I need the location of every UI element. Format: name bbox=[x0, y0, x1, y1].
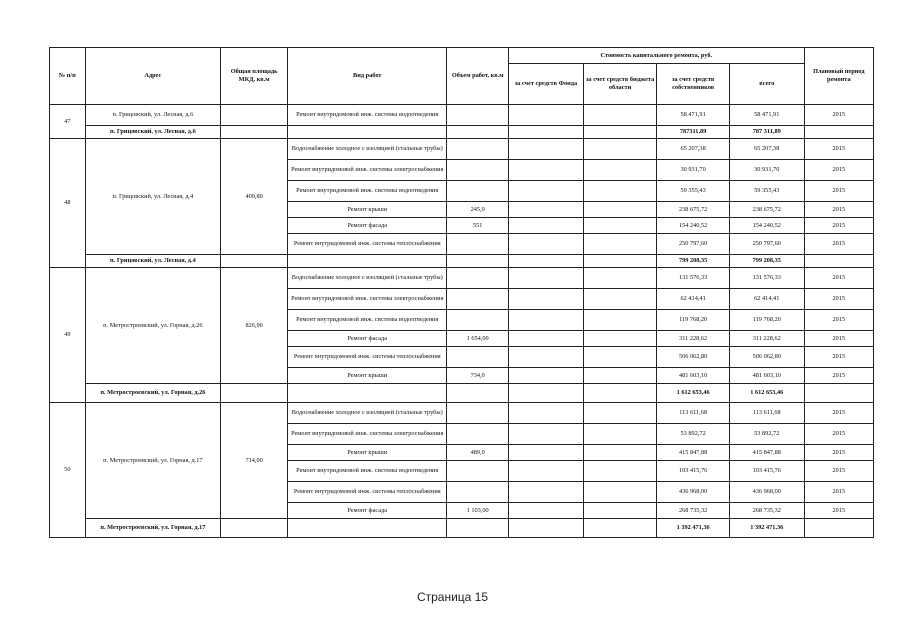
period-cell: 2015 bbox=[804, 234, 873, 255]
subtotal-empty-fund bbox=[509, 384, 584, 403]
total-cell: 62 414,41 bbox=[729, 289, 804, 310]
work-cell: Ремонт фасада bbox=[288, 503, 447, 519]
subtotal-owners: 1 612 653,46 bbox=[657, 384, 730, 403]
subtotal-row bbox=[50, 126, 874, 139]
volume-cell bbox=[447, 482, 509, 503]
work-cell: Ремонт внутридомовой инж. системы водоотведения bbox=[288, 461, 447, 482]
fund-cell bbox=[509, 289, 584, 310]
total-cell: 59 355,43 bbox=[729, 181, 804, 202]
work-cell: Водоснабжение холодное с изоляцией (стальные трубы) bbox=[288, 268, 447, 289]
total-cell: 113 611,68 bbox=[729, 403, 804, 424]
period-cell: 2015 bbox=[804, 503, 873, 519]
subtotal-empty-fund bbox=[509, 519, 584, 538]
owners-cell: 58 471,91 bbox=[657, 105, 730, 126]
work-cell: Водоснабжение холодное с изоляцией (стальные трубы) bbox=[288, 139, 447, 160]
work-cell: Ремонт внутридомовой инж. системы электроснабжения bbox=[288, 424, 447, 445]
col-header-fund: за счет средств Фонда bbox=[509, 64, 584, 105]
col-header-region: за счет средств бюджета области bbox=[583, 64, 657, 105]
owners-cell: 53 892,72 bbox=[657, 424, 730, 445]
total-cell: 119 768,20 bbox=[729, 310, 804, 331]
subtotal-total: 1 612 653,46 bbox=[729, 384, 804, 403]
subtotal-empty-work bbox=[288, 255, 447, 268]
total-cell: 506 062,80 bbox=[729, 347, 804, 368]
row-number: 49 bbox=[50, 268, 86, 403]
fund-cell bbox=[509, 424, 584, 445]
subtotal-empty-region bbox=[583, 126, 657, 139]
subtotal-empty-fund bbox=[509, 126, 584, 139]
period-cell: 2015 bbox=[804, 331, 873, 347]
region-cell bbox=[583, 331, 657, 347]
subtotal-empty-region bbox=[583, 384, 657, 403]
work-cell: Ремонт внутридомовой инж. системы теплоснабжения bbox=[288, 347, 447, 368]
region-cell bbox=[583, 160, 657, 181]
region-cell bbox=[583, 482, 657, 503]
fund-cell bbox=[509, 445, 584, 461]
area-cell: 714,00 bbox=[221, 403, 288, 519]
fund-cell bbox=[509, 368, 584, 384]
period-cell: 2015 bbox=[804, 424, 873, 445]
period-cell: 2015 bbox=[804, 160, 873, 181]
table-row bbox=[50, 268, 874, 289]
volume-cell bbox=[447, 234, 509, 255]
area-cell: 409,80 bbox=[221, 139, 288, 255]
address-cell: п. Метростроевский, ул. Горная, д.17 bbox=[85, 403, 220, 519]
subtotal-total: 799 208,35 bbox=[729, 255, 804, 268]
total-cell: 481 603,10 bbox=[729, 368, 804, 384]
subtotal-empty-region bbox=[583, 255, 657, 268]
region-cell bbox=[583, 503, 657, 519]
period-cell: 2015 bbox=[804, 139, 873, 160]
volume-cell: 551 bbox=[447, 218, 509, 234]
owners-cell: 59 355,43 bbox=[657, 181, 730, 202]
region-cell bbox=[583, 289, 657, 310]
address-cell: п. Метростроевский, ул. Горная, д.26 bbox=[85, 268, 220, 384]
total-cell: 154 240,52 bbox=[729, 218, 804, 234]
period-cell: 2015 bbox=[804, 368, 873, 384]
volume-cell: 1 654,00 bbox=[447, 331, 509, 347]
volume-cell: 245,0 bbox=[447, 202, 509, 218]
table-row bbox=[50, 139, 874, 160]
subtotal-empty-volume bbox=[447, 519, 509, 538]
period-cell: 2015 bbox=[804, 218, 873, 234]
owners-cell: 154 240,52 bbox=[657, 218, 730, 234]
col-header-address: Адрес bbox=[85, 48, 220, 105]
volume-cell bbox=[447, 289, 509, 310]
subtotal-empty-period bbox=[804, 126, 873, 139]
volume-cell bbox=[447, 268, 509, 289]
region-cell bbox=[583, 268, 657, 289]
owners-cell: 250 797,60 bbox=[657, 234, 730, 255]
period-cell: 2015 bbox=[804, 289, 873, 310]
volume-cell bbox=[447, 347, 509, 368]
work-cell: Ремонт внутридомовой инж. системы теплоснабжения bbox=[288, 482, 447, 503]
region-cell bbox=[583, 424, 657, 445]
fund-cell bbox=[509, 139, 584, 160]
owners-cell: 119 768,20 bbox=[657, 310, 730, 331]
region-cell bbox=[583, 403, 657, 424]
owners-cell: 311 228,62 bbox=[657, 331, 730, 347]
work-cell: Ремонт внутридомовой инж. системы электроснабжения bbox=[288, 160, 447, 181]
address-cell: п. Грицовский, ул. Лесная, д.4 bbox=[85, 139, 220, 255]
fund-cell bbox=[509, 331, 584, 347]
region-cell bbox=[583, 139, 657, 160]
subtotal-empty-volume bbox=[447, 384, 509, 403]
fund-cell bbox=[509, 202, 584, 218]
total-cell: 131 576,33 bbox=[729, 268, 804, 289]
fund-cell bbox=[509, 310, 584, 331]
owners-cell: 506 062,80 bbox=[657, 347, 730, 368]
region-cell bbox=[583, 202, 657, 218]
row-number: 47 bbox=[50, 105, 86, 139]
col-header-period: Плановый период ремонта bbox=[804, 48, 873, 105]
total-cell: 103 415,76 bbox=[729, 461, 804, 482]
volume-cell bbox=[447, 461, 509, 482]
period-cell: 2015 bbox=[804, 105, 873, 126]
subtotal-address: п. Метростроевский, ул. Горная, д.26 bbox=[85, 384, 220, 403]
owners-cell: 65 207,38 bbox=[657, 139, 730, 160]
fund-cell bbox=[509, 347, 584, 368]
work-cell: Ремонт крыши bbox=[288, 202, 447, 218]
fund-cell bbox=[509, 268, 584, 289]
fund-cell bbox=[509, 403, 584, 424]
volume-cell bbox=[447, 105, 509, 126]
work-cell: Ремонт внутридомовой инж. системы водоотведения bbox=[288, 105, 447, 126]
total-cell: 30 931,70 bbox=[729, 160, 804, 181]
volume-cell bbox=[447, 403, 509, 424]
period-cell: 2015 bbox=[804, 482, 873, 503]
col-header-total: всего bbox=[729, 64, 804, 105]
region-cell bbox=[583, 218, 657, 234]
period-cell: 2015 bbox=[804, 461, 873, 482]
subtotal-empty-work bbox=[288, 126, 447, 139]
fund-cell bbox=[509, 461, 584, 482]
region-cell bbox=[583, 461, 657, 482]
work-cell: Ремонт внутридомовой инж. системы водоотведения bbox=[288, 310, 447, 331]
region-cell bbox=[583, 310, 657, 331]
period-cell: 2015 bbox=[804, 202, 873, 218]
address-cell: п. Грицовский, ул. Лесная, д.6 bbox=[85, 105, 220, 126]
subtotal-row bbox=[50, 519, 874, 538]
subtotal-empty-volume bbox=[447, 126, 509, 139]
volume-cell: 1 103,00 bbox=[447, 503, 509, 519]
subtotal-total: 787 311,89 bbox=[729, 126, 804, 139]
period-cell: 2015 bbox=[804, 310, 873, 331]
owners-cell: 415 847,88 bbox=[657, 445, 730, 461]
col-header-area: Общая площадь МКД, кв.м bbox=[221, 48, 288, 105]
col-header-no: № п/п bbox=[50, 48, 86, 105]
owners-cell: 103 415,76 bbox=[657, 461, 730, 482]
subtotal-empty-period bbox=[804, 519, 873, 538]
page-number: Страница 15 bbox=[416, 590, 489, 604]
region-cell bbox=[583, 105, 657, 126]
subtotal-owners: 1 392 471,36 bbox=[657, 519, 730, 538]
subtotal-row bbox=[50, 255, 874, 268]
work-cell: Ремонт внутридомовой инж. системы водоотведения bbox=[288, 181, 447, 202]
work-cell: Ремонт крыши bbox=[288, 445, 447, 461]
table-header bbox=[50, 48, 874, 105]
fund-cell bbox=[509, 105, 584, 126]
region-cell bbox=[583, 181, 657, 202]
work-cell: Ремонт фасада bbox=[288, 218, 447, 234]
table-body bbox=[50, 105, 874, 538]
subtotal-owners: 799 208,35 bbox=[657, 255, 730, 268]
work-cell: Ремонт крыши bbox=[288, 368, 447, 384]
volume-cell bbox=[447, 139, 509, 160]
owners-cell: 238 675,72 bbox=[657, 202, 730, 218]
region-cell bbox=[583, 445, 657, 461]
col-header-work: Вид работ bbox=[288, 48, 447, 105]
region-cell bbox=[583, 368, 657, 384]
owners-cell: 62 414,41 bbox=[657, 289, 730, 310]
region-cell bbox=[583, 234, 657, 255]
work-cell: Водоснабжение холодное с изоляцией (стальные трубы) bbox=[288, 403, 447, 424]
subtotal-empty-region bbox=[583, 519, 657, 538]
period-cell: 2015 bbox=[804, 403, 873, 424]
total-cell: 238 675,72 bbox=[729, 202, 804, 218]
subtotal-empty-area bbox=[221, 255, 288, 268]
subtotal-empty-fund bbox=[509, 255, 584, 268]
subtotal-empty-area bbox=[221, 126, 288, 139]
total-cell: 53 892,72 bbox=[729, 424, 804, 445]
volume-cell bbox=[447, 160, 509, 181]
total-cell: 58 471,91 bbox=[729, 105, 804, 126]
total-cell: 65 207,38 bbox=[729, 139, 804, 160]
total-cell: 268 735,32 bbox=[729, 503, 804, 519]
volume-cell bbox=[447, 424, 509, 445]
subtotal-address: п. Грицовский, ул. Лесная, д.6 bbox=[85, 126, 220, 139]
owners-cell: 436 968,00 bbox=[657, 482, 730, 503]
total-cell: 436 968,00 bbox=[729, 482, 804, 503]
period-cell: 2015 bbox=[804, 181, 873, 202]
row-number: 48 bbox=[50, 139, 86, 268]
work-cell: Ремонт фасада bbox=[288, 331, 447, 347]
fund-cell bbox=[509, 234, 584, 255]
volume-cell bbox=[447, 310, 509, 331]
owners-cell: 131 576,33 bbox=[657, 268, 730, 289]
fund-cell bbox=[509, 218, 584, 234]
subtotal-row bbox=[50, 384, 874, 403]
total-cell: 250 797,60 bbox=[729, 234, 804, 255]
work-cell: Ремонт внутридомовой инж. системы теплоснабжения bbox=[288, 234, 447, 255]
owners-cell: 30 931,70 bbox=[657, 160, 730, 181]
repair-schedule-table bbox=[49, 47, 874, 538]
subtotal-empty-period bbox=[804, 384, 873, 403]
subtotal-empty-work bbox=[288, 384, 447, 403]
volume-cell: 734,0 bbox=[447, 368, 509, 384]
subtotal-empty-period bbox=[804, 255, 873, 268]
col-header-cost-group: Стоимость капитального ремонта, руб. bbox=[509, 48, 805, 64]
subtotal-owners: 787311,89 bbox=[657, 126, 730, 139]
area-cell: 826,90 bbox=[221, 268, 288, 384]
fund-cell bbox=[509, 482, 584, 503]
total-cell: 415 847,88 bbox=[729, 445, 804, 461]
col-header-volume: Объем работ, кв.м bbox=[447, 48, 509, 105]
owners-cell: 113 611,68 bbox=[657, 403, 730, 424]
table-row bbox=[50, 403, 874, 424]
row-number: 50 bbox=[50, 403, 86, 538]
volume-cell bbox=[447, 181, 509, 202]
period-cell: 2015 bbox=[804, 268, 873, 289]
total-cell: 311 228,62 bbox=[729, 331, 804, 347]
period-cell: 2015 bbox=[804, 347, 873, 368]
table-row bbox=[50, 105, 874, 126]
region-cell bbox=[583, 347, 657, 368]
fund-cell bbox=[509, 160, 584, 181]
subtotal-empty-area bbox=[221, 519, 288, 538]
work-cell: Ремонт внутридомовой инж. системы электроснабжения bbox=[288, 289, 447, 310]
subtotal-total: 1 392 471,36 bbox=[729, 519, 804, 538]
subtotal-empty-volume bbox=[447, 255, 509, 268]
owners-cell: 268 735,32 bbox=[657, 503, 730, 519]
area-cell bbox=[221, 105, 288, 126]
subtotal-address: п. Грицовский, ул. Лесная, д.4 bbox=[85, 255, 220, 268]
subtotal-address: п. Метростроевский, ул. Горная, д.17 bbox=[85, 519, 220, 538]
volume-cell: 489,0 bbox=[447, 445, 509, 461]
owners-cell: 481 603,10 bbox=[657, 368, 730, 384]
subtotal-empty-work bbox=[288, 519, 447, 538]
period-cell: 2015 bbox=[804, 445, 873, 461]
subtotal-empty-area bbox=[221, 384, 288, 403]
col-header-owners: за счет средств собственников bbox=[657, 64, 730, 105]
fund-cell bbox=[509, 181, 584, 202]
fund-cell bbox=[509, 503, 584, 519]
